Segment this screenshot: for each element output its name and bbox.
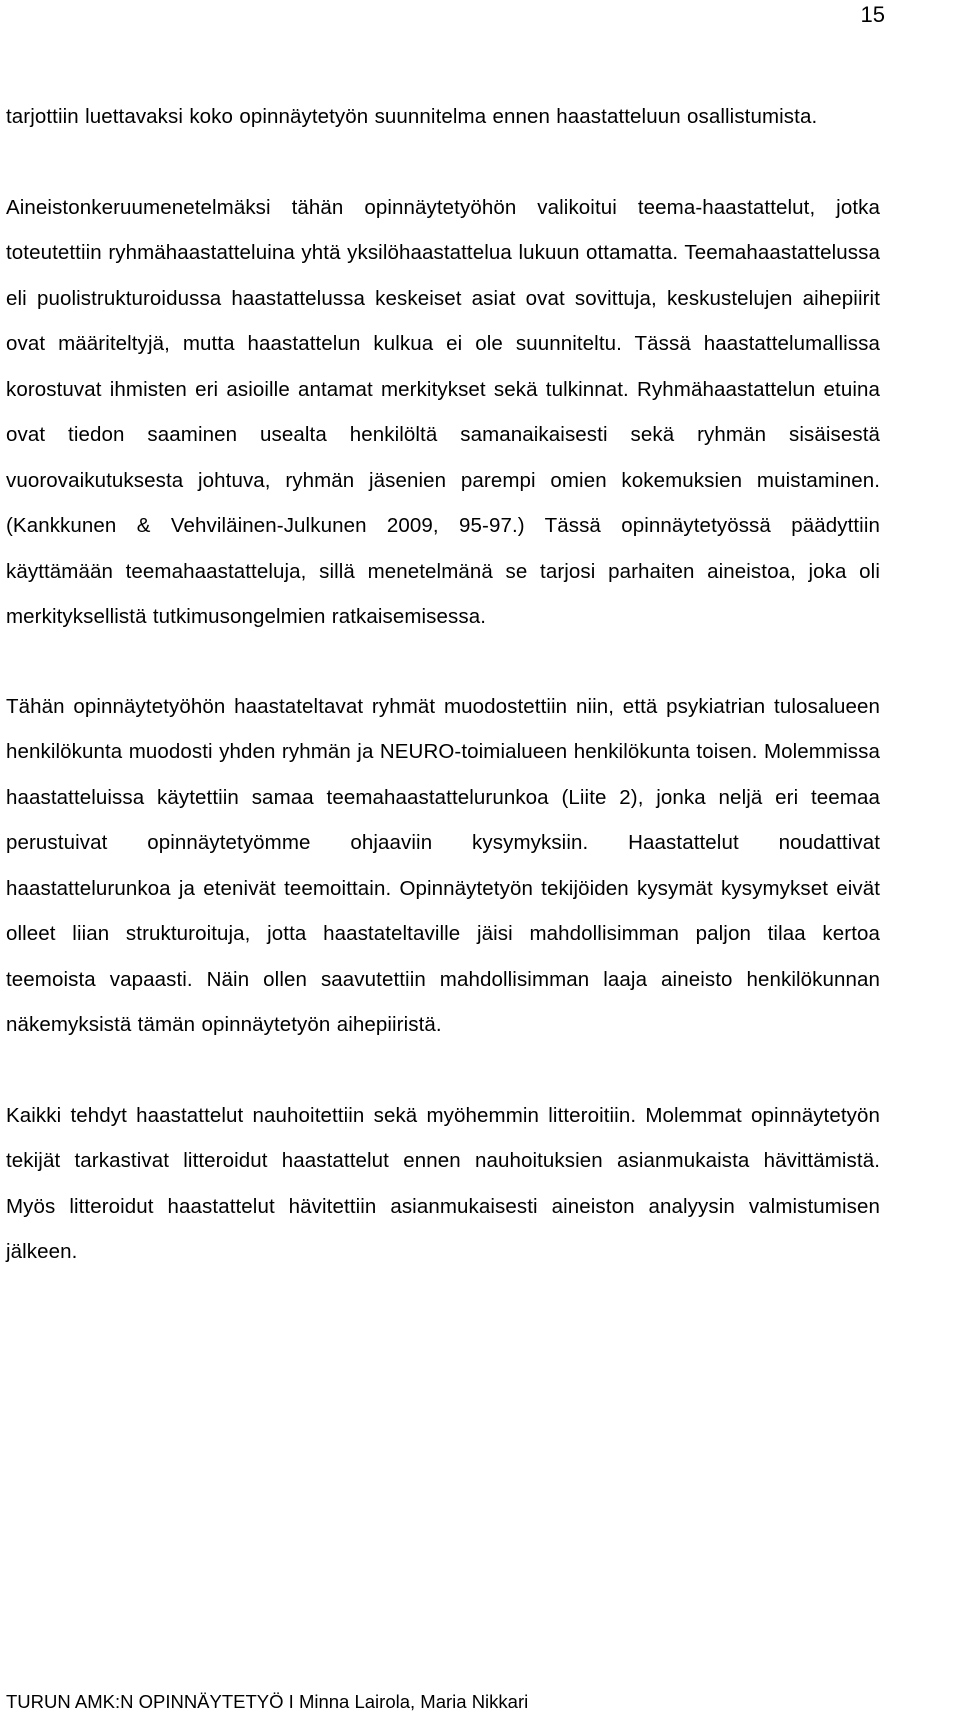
paragraph-gap xyxy=(0,1048,960,1093)
page-footer: TURUN AMK:N OPINNÄYTETYÖ I Minna Lairola, Maria Nikkari xyxy=(6,1691,529,1712)
document-body xyxy=(0,94,960,1275)
paragraph-gap xyxy=(0,140,960,185)
paragraph-2: Aineistonkeruumenetelmäksi tähän opinnäytetyöhön valikoitui teema-haastattelut, jotka toteutettiin ryhmähaastatteluina yhtä yksilöhaastattelua lukuun ottamatta. Teemahaastattelussa eli puolistrukturoidussa haastattelussa keskeiset asiat ovat sovittuja, keskustelujen aihepiirit ovat määriteltyjä, mutta haastattelun kulkua ei ole suunniteltu. Tässä haastattelumallissa korostuvat ihmisten eri asioille antamat merkitykset sekä tulkinnat. Ryhmähaastattelun etuina ovat tiedon saaminen usealta henkilöltä samanaikaisesti sekä ryhmän sisäisestä vuorovaikutuksesta johtuva, ryhmän jäsenien parempi omien kokemuksien muistaminen. (Kankkunen & Vehviläinen-Julkunen 2009, 95-97.) Tässä opinnäytetyössä päädyttiin käyttämään teemahaastatteluja, sillä menetelmänä se tarjosi parhaiten aineistoa, joka oli merkityksellistä tutkimusongelmien ratkaisemisessa. xyxy=(6,195,880,628)
paragraph-4: Kaikki tehdyt haastattelut nauhoitettiin sekä myöhemmin litteroitiin. Molemmat opinnäytetyön tekijät tarkastivat litteroidut haastattelut ennen nauhoituksien asianmukaista hävittämistä. Myös litteroidut haastattelut hävitettiin asianmukaisesti aineiston analyysin valmistumisen jälkeen. xyxy=(6,1103,880,1263)
page-number: 15 xyxy=(860,2,885,27)
paragraph-gap xyxy=(0,640,960,684)
paragraph-3: Tähän opinnäytetyöhön haastateltavat ryhmät muodostettiin niin, että psykiatrian tulosalueen henkilökunta muodosti yhden ryhmän ja NEURO-toimialueen henkilökunta toisen. Molemmissa haastatteluissa käytettiin samaa teemahaastattelurunkoa (Liite 2), jonka neljä eri teemaa perustuivat opinnäytetyömme ohjaaviin kysymyksiin. Haastattelut noudattivat haastattelurunkoa ja etenivät teemoittain. Opinnäytetyön tekijöiden kysymät kysymykset eivät olleet liian strukturoituja, jotta haastateltaville jäisi mahdollisimman paljon tilaa kertoa teemoista vapaasti. Näin ollen saavutettiin mahdollisimman laaja aineisto henkilökunnan näkemyksistä tämän opinnäytetyön aihepiiristä. xyxy=(6,694,880,1036)
paragraph-1: tarjottiin luettavaksi koko opinnäytetyön suunnitelma ennen haastatteluun osallistumista. xyxy=(6,105,818,128)
